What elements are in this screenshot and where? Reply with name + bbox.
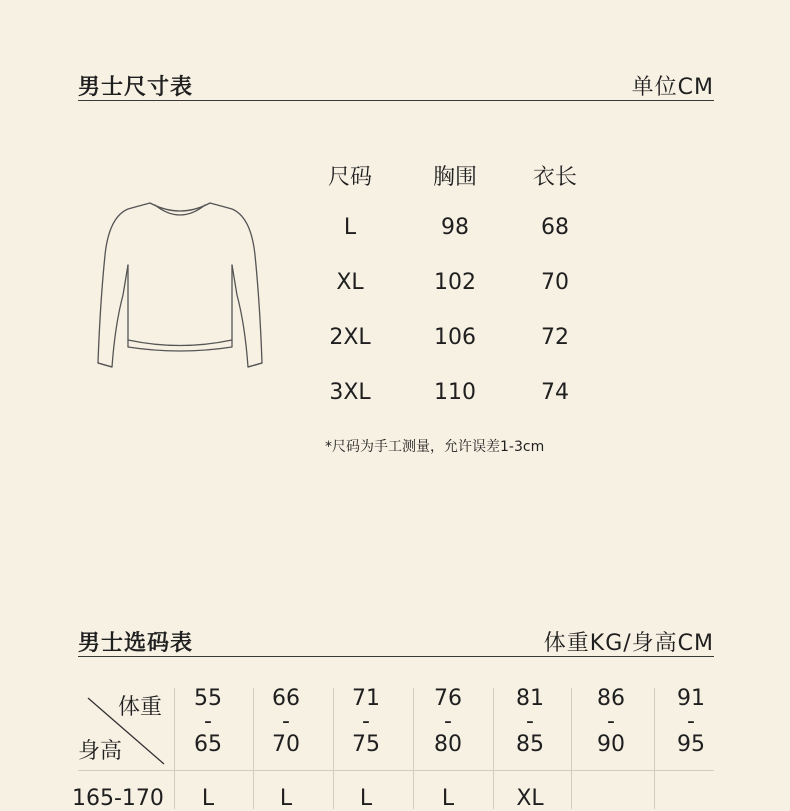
weight-range-header (331, 688, 401, 757)
header-length: 衣长 (532, 165, 577, 190)
select-chart-header (78, 626, 714, 657)
range-dash: - (362, 709, 370, 734)
range-dash: - (444, 709, 452, 734)
chest-cell: 102 (434, 270, 476, 295)
select-table (72, 686, 714, 811)
weight-min: 66 (272, 686, 300, 711)
size-table-row (300, 215, 620, 255)
range-dash: - (526, 709, 534, 734)
size-recommendation-cell: L (201, 786, 215, 811)
size-cell: XL (336, 270, 364, 295)
weight-range-header (576, 688, 646, 757)
weight-max: 65 (194, 732, 222, 757)
column-divider (493, 688, 494, 809)
length-cell: 74 (541, 380, 569, 405)
select-chart-title: 男士选码表 (78, 631, 194, 656)
size-recommendation-cell: L (441, 786, 455, 811)
size-chart-unit: 单位CM (631, 75, 714, 100)
length-cell: 70 (541, 270, 569, 295)
weight-max: 75 (352, 732, 380, 757)
weight-max: 70 (272, 732, 300, 757)
row-divider (78, 770, 714, 771)
weight-min: 86 (597, 686, 625, 711)
weight-range-header (656, 688, 726, 757)
size-table-header-row (300, 160, 620, 200)
size-recommendation-cell: L (279, 786, 293, 811)
range-dash: - (282, 709, 290, 734)
chest-cell: 98 (441, 215, 469, 240)
column-divider (654, 688, 655, 809)
size-table-row (300, 270, 620, 310)
weight-max: 80 (434, 732, 462, 757)
select-chart-unit: 体重KG/身高CM (543, 631, 714, 656)
length-cell: 72 (541, 325, 569, 350)
column-divider (571, 688, 572, 809)
size-cell: 3XL (329, 380, 371, 405)
weight-max: 85 (516, 732, 544, 757)
weight-range-header (251, 688, 321, 757)
long-sleeve-shirt-illustration (95, 195, 265, 375)
range-dash: - (607, 709, 615, 734)
header-size: 尺码 (327, 165, 372, 190)
weight-min: 71 (352, 686, 380, 711)
size-cell: 2XL (329, 325, 371, 350)
chest-cell: 106 (434, 325, 476, 350)
size-chart-header (78, 70, 714, 101)
weight-min: 91 (677, 686, 705, 711)
range-dash: - (204, 709, 212, 734)
weight-min: 81 (516, 686, 544, 711)
size-table-row (300, 325, 620, 365)
size-recommendation-cell: XL (516, 786, 544, 811)
weight-range-header (173, 688, 243, 757)
chest-cell: 110 (434, 380, 476, 405)
size-chart-title: 男士尺寸表 (78, 75, 194, 100)
height-row-label: 165-170 (72, 786, 164, 811)
measurement-note: *尺码为手工测量，允许误差1-3cm (325, 439, 545, 455)
weight-max: 90 (597, 732, 625, 757)
weight-min: 55 (194, 686, 222, 711)
size-recommendation-cell: L (359, 786, 373, 811)
weight-range-header (413, 688, 483, 757)
weight-range-header (495, 688, 565, 757)
corner-height-label: 身高 (78, 739, 123, 764)
weight-min: 76 (434, 686, 462, 711)
range-dash: - (687, 709, 695, 734)
corner-header (78, 688, 174, 768)
corner-weight-label: 体重 (118, 695, 163, 720)
size-table-row (300, 380, 620, 420)
header-chest: 胸围 (432, 165, 477, 190)
length-cell: 68 (541, 215, 569, 240)
weight-max: 95 (677, 732, 705, 757)
size-cell: L (343, 215, 357, 240)
